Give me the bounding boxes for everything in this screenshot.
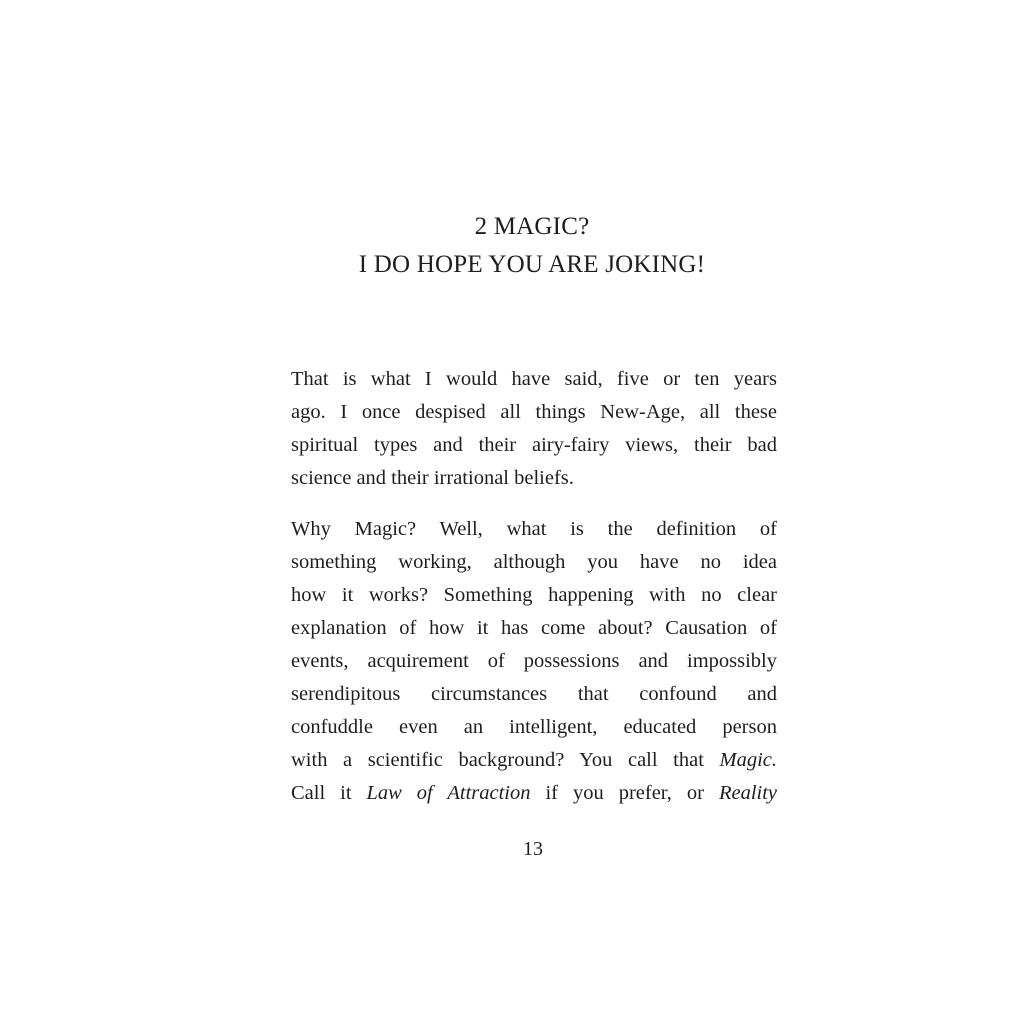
text-line: how it works? Something happening with no clear: [291, 584, 777, 606]
text-line: That is what I would have said, five or ten years: [291, 368, 777, 390]
text-line: science and their irrational beliefs.: [291, 467, 574, 489]
italic-text: Law of Attraction: [366, 782, 531, 804]
text-line: Why Magic? Well, what is the definition of: [291, 518, 777, 540]
chapter-heading: [0, 208, 1024, 284]
chapter-title-line-2: I DO HOPE YOU ARE JOKING!: [358, 251, 706, 278]
text-line: [291, 777, 777, 810]
text-line: something working, although you have no idea: [291, 551, 777, 573]
text-span: with a scientific background? You call that: [291, 749, 704, 771]
text-line: spiritual types and their airy-fairy views, their bad: [291, 434, 777, 456]
text-line: ago. I once despised all things New-Age, all these: [291, 401, 777, 423]
paragraph-1: [291, 363, 777, 495]
paragraph-2: [291, 513, 777, 810]
text-line: [291, 744, 777, 777]
text-line: events, acquirement of possessions and impossibly: [291, 650, 777, 672]
italic-text: Magic.: [719, 749, 778, 771]
text-line: explanation of how it has come about? Causation of: [291, 617, 777, 639]
text-span: Call it: [291, 782, 352, 804]
page-number: 13: [523, 838, 543, 860]
text-line: confuddle even an intelligent, educated person: [291, 716, 777, 738]
text-span: if you prefer, or: [545, 782, 704, 804]
text-line: serendipitous circumstances that confound and: [291, 683, 777, 705]
italic-text: Reality: [718, 782, 778, 804]
chapter-title-line-1: 2 MAGIC?: [474, 213, 590, 240]
